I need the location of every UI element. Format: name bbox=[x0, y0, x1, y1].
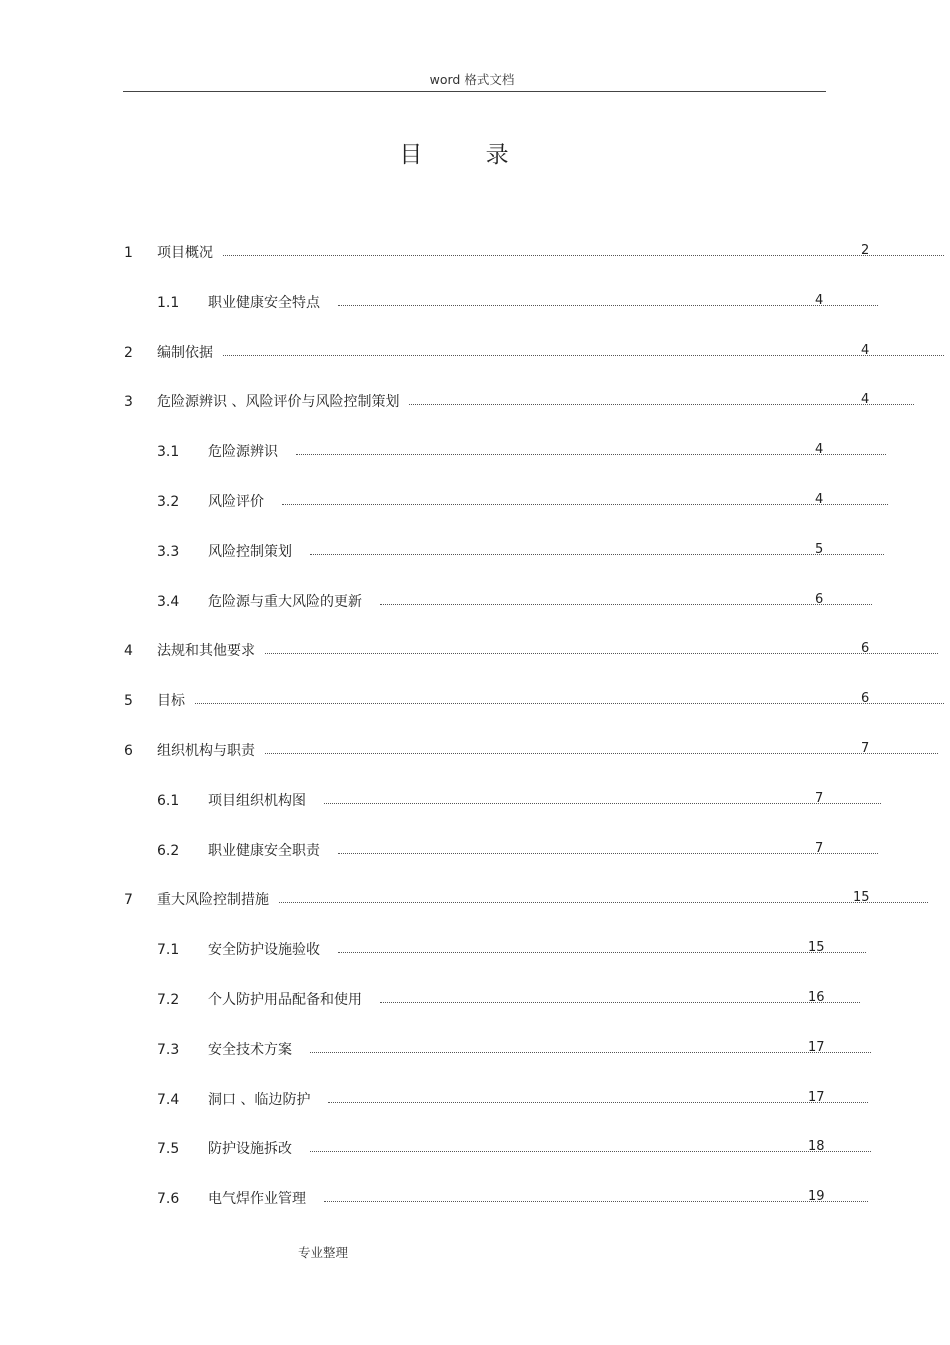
toc-leader-dots bbox=[310, 1151, 871, 1152]
toc-entry[interactable] bbox=[0, 640, 950, 662]
toc-entry-number: 7.4 bbox=[157, 1092, 180, 1108]
page-footer: 专业整理 bbox=[298, 1245, 349, 1260]
toc-entry-title: 危险源辨识 、风险评价与风险控制策划 bbox=[157, 394, 400, 410]
toc-entry-title: 风险评价 bbox=[208, 494, 264, 510]
toc-entry-number: 3.4 bbox=[157, 594, 180, 610]
toc-entry-title: 职业健康安全职责 bbox=[208, 843, 320, 859]
toc-entry-title: 风险控制策划 bbox=[208, 544, 292, 560]
toc-leader-dots bbox=[324, 803, 881, 804]
toc-leader-dots bbox=[338, 952, 866, 953]
toc-entry[interactable] bbox=[0, 889, 950, 911]
toc-entry[interactable] bbox=[0, 1138, 950, 1160]
toc-entry-title: 编制依据 bbox=[157, 345, 213, 361]
page-header: word 格式文档 bbox=[429, 72, 515, 87]
toc-entry-number: 3 bbox=[124, 394, 133, 410]
toc-entry-title: 安全防护设施验收 bbox=[208, 942, 320, 958]
toc-entry-page-number: 4 bbox=[815, 293, 824, 308]
toc-entry-page-number: 2 bbox=[861, 243, 870, 258]
toc-entry-page-number: 4 bbox=[815, 492, 824, 507]
toc-entry-number: 7.6 bbox=[157, 1191, 180, 1207]
toc-entry[interactable] bbox=[0, 292, 950, 314]
toc-entry-page-number: 7 bbox=[815, 791, 824, 806]
toc-entry-number: 7.1 bbox=[157, 942, 180, 958]
toc-leader-dots bbox=[223, 255, 944, 256]
toc-leader-dots bbox=[195, 703, 944, 704]
toc-entry-page-number: 6 bbox=[815, 592, 824, 607]
toc-leader-dots bbox=[310, 554, 884, 555]
toc-entry[interactable] bbox=[0, 491, 950, 513]
toc-leader-dots bbox=[380, 604, 872, 605]
toc-entry-page-number: 6 bbox=[861, 691, 870, 706]
toc-entry-page-number: 15 bbox=[808, 940, 825, 955]
toc-entry-title: 危险源辨识 bbox=[208, 444, 278, 460]
toc-entry-page-number: 17 bbox=[808, 1040, 825, 1055]
toc-entry-number: 1.1 bbox=[157, 295, 180, 311]
toc-leader-dots bbox=[338, 305, 878, 306]
toc-entry-page-number: 4 bbox=[861, 343, 870, 358]
toc-leader-dots bbox=[265, 653, 938, 654]
toc-entry[interactable] bbox=[0, 1039, 950, 1061]
toc-entry-page-number: 17 bbox=[808, 1090, 825, 1105]
toc-entry-title: 职业健康安全特点 bbox=[208, 295, 320, 311]
toc-entry-number: 7 bbox=[124, 892, 133, 908]
toc-entry[interactable] bbox=[0, 840, 950, 862]
toc-entry-page-number: 4 bbox=[861, 392, 870, 407]
toc-entry[interactable] bbox=[0, 342, 950, 364]
toc-entry-title: 个人防护用品配备和使用 bbox=[208, 992, 362, 1008]
toc-entry-title: 目标 bbox=[157, 693, 185, 709]
toc-entry-number: 3.1 bbox=[157, 444, 180, 460]
toc-leader-dots bbox=[338, 853, 878, 854]
toc-leader-dots bbox=[296, 454, 886, 455]
toc-entry-page-number: 19 bbox=[808, 1189, 825, 1204]
toc-entry-title: 重大风险控制措施 bbox=[157, 892, 269, 908]
toc-leader-dots bbox=[279, 902, 928, 903]
toc-entry-number: 3.3 bbox=[157, 544, 180, 560]
toc-entry[interactable] bbox=[0, 1188, 950, 1210]
toc-entry-number: 3.2 bbox=[157, 494, 180, 510]
toc-entry-title: 项目概况 bbox=[157, 245, 213, 261]
toc-entry[interactable] bbox=[0, 989, 950, 1011]
toc-leader-dots bbox=[310, 1052, 871, 1053]
toc-entry-number: 7.2 bbox=[157, 992, 180, 1008]
toc-entry-title: 安全技术方案 bbox=[208, 1042, 292, 1058]
toc-entry[interactable] bbox=[0, 242, 950, 264]
toc-entry-page-number: 5 bbox=[815, 542, 824, 557]
toc-entry-page-number: 15 bbox=[853, 890, 870, 905]
toc-entry[interactable] bbox=[0, 441, 950, 463]
toc-leader-dots bbox=[324, 1201, 868, 1202]
toc-entry-number: 6.2 bbox=[157, 843, 180, 859]
toc-leader-dots bbox=[282, 504, 888, 505]
toc-entry-title: 电气焊作业管理 bbox=[208, 1191, 306, 1207]
toc-leader-dots bbox=[328, 1102, 868, 1103]
toc-leader-dots bbox=[409, 404, 914, 405]
toc-entry-number: 7.5 bbox=[157, 1141, 180, 1157]
toc-entry-number: 1 bbox=[124, 245, 133, 261]
toc-leader-dots bbox=[380, 1002, 860, 1003]
toc-leader-dots bbox=[223, 355, 944, 356]
toc-entry[interactable] bbox=[0, 690, 950, 712]
toc-entry-number: 6 bbox=[124, 743, 133, 759]
toc-entry-page-number: 6 bbox=[861, 641, 870, 656]
toc-entry[interactable] bbox=[0, 591, 950, 613]
toc-entry-page-number: 4 bbox=[815, 442, 824, 457]
toc-entry[interactable] bbox=[0, 790, 950, 812]
toc-entry[interactable] bbox=[0, 740, 950, 762]
toc-entry-title: 防护设施拆改 bbox=[208, 1141, 292, 1157]
toc-entry[interactable] bbox=[0, 939, 950, 961]
toc-entry-title: 危险源与重大风险的更新 bbox=[208, 594, 362, 610]
toc-entry-title: 项目组织机构图 bbox=[208, 793, 306, 809]
toc-entry-page-number: 16 bbox=[808, 990, 825, 1005]
toc-entry[interactable] bbox=[0, 1089, 950, 1111]
toc-entry[interactable] bbox=[0, 391, 950, 413]
toc-leader-dots bbox=[265, 753, 938, 754]
toc-entry-number: 6.1 bbox=[157, 793, 180, 809]
toc-entry-title: 洞口 、临边防护 bbox=[208, 1092, 311, 1108]
toc-entry-number: 5 bbox=[124, 693, 133, 709]
toc-entry[interactable] bbox=[0, 541, 950, 563]
toc-entry-number: 4 bbox=[124, 643, 133, 659]
toc-entry-title: 组织机构与职责 bbox=[157, 743, 255, 759]
toc-entry-number: 7.3 bbox=[157, 1042, 180, 1058]
toc-entry-page-number: 7 bbox=[815, 841, 824, 856]
toc-title: 目 录 bbox=[399, 142, 537, 168]
toc-entry-page-number: 7 bbox=[861, 741, 870, 756]
toc-entry-number: 2 bbox=[124, 345, 133, 361]
toc-entry-page-number: 18 bbox=[808, 1139, 825, 1154]
toc-entry-title: 法规和其他要求 bbox=[157, 643, 255, 659]
